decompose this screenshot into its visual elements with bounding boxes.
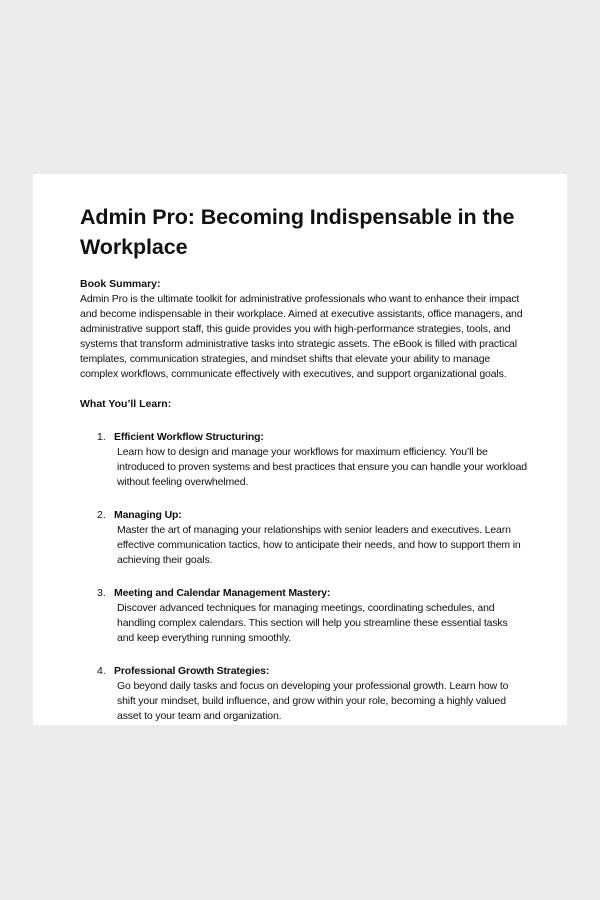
item-description: Master the art of managing your relationships with senior leaders and executives. Learn effective communication tactics, how to anticipate their needs, and how to support them in achieving their goals. <box>117 524 521 566</box>
item-body <box>114 430 527 490</box>
item-description: Go beyond daily tasks and focus on developing your professional growth. Learn how to shift your mindset, build influence, and grow within your role, becoming a highly valued asset to your team and organization. <box>117 680 509 722</box>
summary-text: Admin Pro is the ultimate toolkit for administrative professionals who want to enhance their impact and become indispensable in their workplace. Aimed at executive assistants, office managers, and administrative support staff, this guide provides you with high-performance strategies, tools, and systems that transform administrative tasks into strategic assets. The eBook is filled with practical templates, communication strategies, and mindset shifts that elevate your ability to manage complex workflows, communicate effectively with executives, and support organizational goals. <box>80 293 523 380</box>
list-item <box>80 430 527 490</box>
item-number: 1. <box>97 431 106 443</box>
item-title: Professional Growth Strategies: <box>114 665 270 677</box>
document-title: Admin Pro: Becoming Indispensable in the Workplace <box>80 205 515 259</box>
list-item <box>80 664 527 724</box>
list-item <box>80 586 527 646</box>
item-body <box>114 586 527 646</box>
learn-list <box>80 430 527 724</box>
summary-heading: Book Summary: <box>80 278 161 290</box>
learn-heading: What You’ll Learn: <box>80 398 172 410</box>
item-body <box>114 664 527 724</box>
item-number: 3. <box>97 587 106 599</box>
item-title: Managing Up: <box>114 509 182 521</box>
item-title: Meeting and Calendar Management Mastery: <box>114 587 331 599</box>
item-description: Discover advanced techniques for managing meetings, coordinating schedules, and handling complex calendars. This section will help you streamline these essential tasks and keep everything running smoothly. <box>117 602 508 644</box>
item-description: Learn how to design and manage your workflows for maximum efficiency. You’ll be introduced to proven systems and best practices that ensure you can handle your workload without feeling overwhelmed. <box>117 446 527 488</box>
item-number: 2. <box>97 509 106 521</box>
item-number: 4. <box>97 665 106 677</box>
document-page <box>33 174 567 725</box>
item-title: Efficient Workflow Structuring: <box>114 431 264 443</box>
list-item <box>80 508 527 568</box>
item-body <box>114 508 527 568</box>
